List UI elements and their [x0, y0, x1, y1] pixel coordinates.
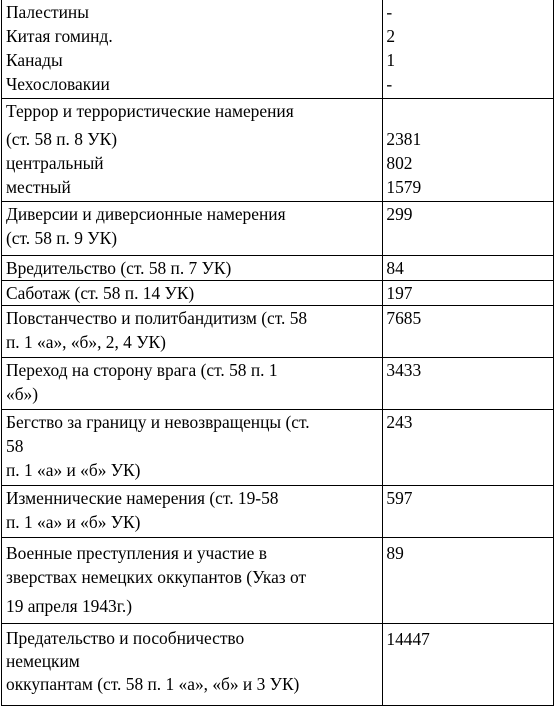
row-value-cell [383, 486, 554, 538]
row-value-line: 7685 [386, 308, 422, 328]
row-value-line: 243 [386, 412, 413, 432]
row-value-line: 1 [386, 50, 396, 70]
row-value-cell [383, 538, 554, 624]
row-label-line: центральный [6, 153, 104, 173]
row-label-cell [2, 306, 383, 358]
row-label-line: местный [6, 177, 71, 197]
row-label-cell [2, 202, 383, 256]
row-label-cell [2, 281, 383, 306]
table-row [2, 538, 554, 624]
row-label-cell [2, 486, 383, 538]
row-label-line: Военные преступления и участие в [6, 543, 267, 563]
row-label-line: (ст. 58 п. 9 УК) [6, 228, 117, 248]
row-label-line: Террор и террористические намерения [6, 101, 294, 121]
row-label-cell [2, 256, 383, 281]
row-value-line: 597 [386, 488, 413, 508]
statistics-table [1, 0, 554, 706]
table-row [2, 281, 554, 306]
table-row [2, 410, 554, 486]
row-value-line: - [386, 74, 393, 94]
row-label-line: «б») [6, 384, 39, 404]
row-label-line: немецким [6, 651, 80, 671]
row-label-line: п. 1 «а» и «б» УК) [6, 512, 141, 532]
row-value-line: 14447 [386, 629, 430, 649]
row-label-line: Саботаж (ст. 58 п. 14 УК) [6, 283, 195, 303]
table-row [2, 624, 554, 706]
table-row [2, 358, 554, 410]
row-value-line: - [386, 2, 393, 22]
row-value-line: 2381 [386, 129, 422, 149]
row-value-cell [383, 306, 554, 358]
row-label-cell [2, 99, 383, 202]
row-value-line: 89 [386, 543, 404, 563]
row-label-line: оккупантам (ст. 58 п. 1 «а», «б» и 3 УК) [6, 674, 300, 694]
table-row [2, 202, 554, 256]
table-row [2, 306, 554, 358]
row-label-cell [2, 538, 383, 624]
table-row [2, 256, 554, 281]
row-label-line: Бегство за границу и невозвращенцы (ст. [6, 412, 310, 432]
row-value-line [386, 99, 550, 123]
row-label-cell [2, 0, 383, 99]
row-value-cell [383, 256, 554, 281]
row-value-cell [383, 281, 554, 306]
row-label-line: Чехословакии [6, 74, 110, 94]
row-label-line: зверствах немецких оккупантов (Указ от [6, 567, 307, 587]
row-value-line: 197 [386, 283, 413, 303]
row-label-line: п. 1 «а» и «б» УК) [6, 460, 141, 480]
row-label-cell [2, 410, 383, 486]
table-row [2, 99, 554, 202]
row-value-cell [383, 624, 554, 706]
row-value-line: 84 [386, 258, 404, 278]
table-row [2, 0, 554, 99]
row-label-line: 58 [6, 436, 24, 456]
row-value-line: 299 [386, 204, 413, 224]
row-label-cell [2, 358, 383, 410]
row-value-cell [383, 99, 554, 202]
row-value-line: 1579 [386, 177, 422, 197]
row-label-cell [2, 624, 383, 706]
row-label-line: (ст. 58 п. 8 УК) [6, 129, 117, 149]
row-value-cell [383, 358, 554, 410]
row-value-line: 3433 [386, 360, 422, 380]
row-label-line: Вредительство (ст. 58 п. 7 УК) [6, 258, 232, 278]
row-label-line: Переход на сторону врага (ст. 58 п. 1 [6, 360, 278, 380]
row-label-line: Китая гоминд. [6, 26, 113, 46]
row-value-cell [383, 0, 554, 99]
row-label-line: Палестины [6, 2, 89, 22]
row-value-line: 2 [386, 26, 396, 46]
row-label-line: Диверсии и диверсионные намерения [6, 204, 286, 224]
row-value-line: 802 [386, 153, 413, 173]
row-label-line: Изменнические намерения (ст. 19-58 [6, 488, 279, 508]
row-label-line: Канады [6, 50, 63, 70]
row-label-line: Предательство и пособничество [6, 628, 245, 648]
row-value-cell [383, 202, 554, 256]
row-label-line: 19 апреля 1943г.) [6, 596, 133, 616]
row-label-line: Повстанчество и политбандитизм (ст. 58 [6, 308, 308, 328]
row-label-line: п. 1 «а», «б», 2, 4 УК) [6, 332, 166, 352]
row-value-cell [383, 410, 554, 486]
table-row [2, 486, 554, 538]
